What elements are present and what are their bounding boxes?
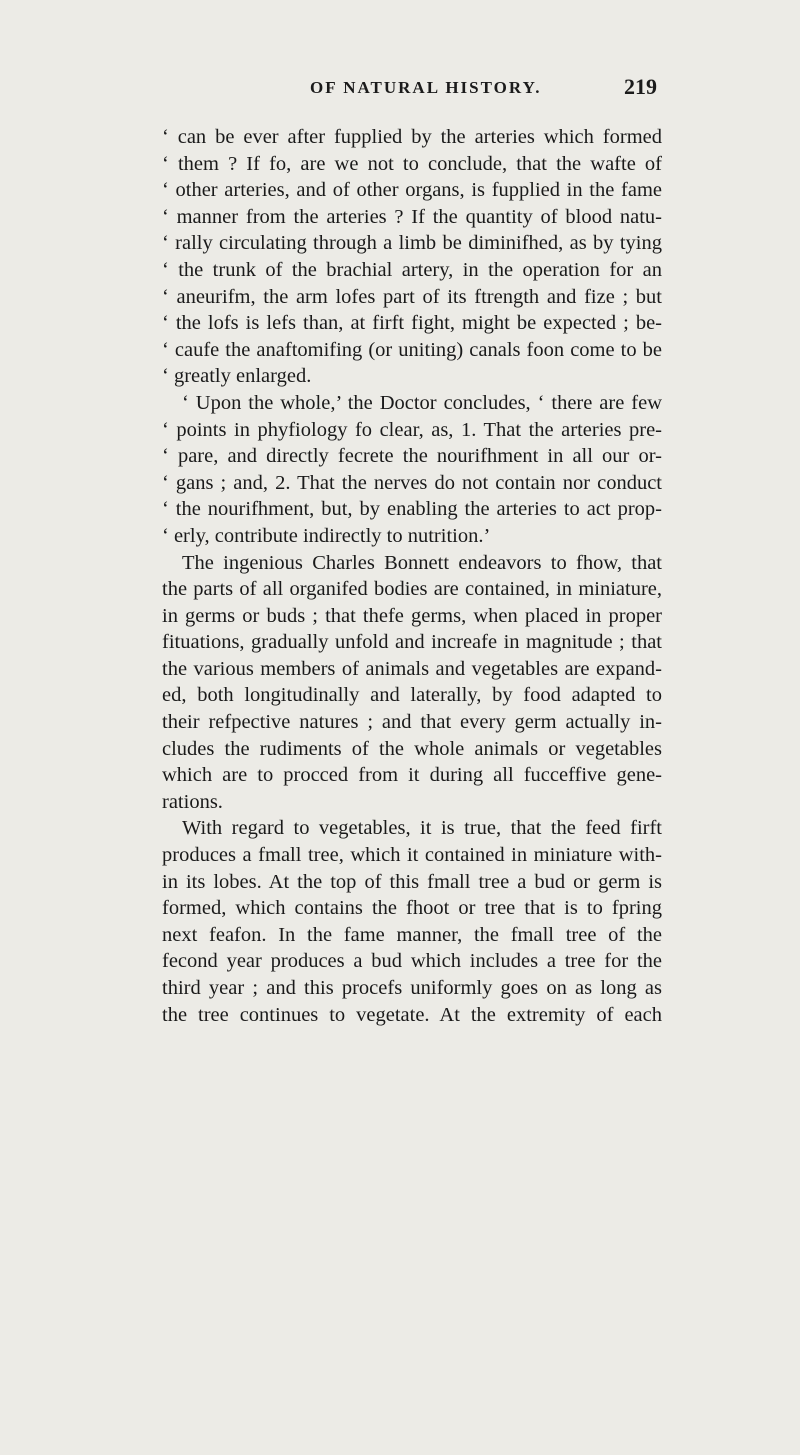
running-title: OF NATURAL HISTORY.: [310, 78, 542, 97]
text-line: ‘ the lofs is lefs than, at firft fight, might be expected ; be-: [162, 312, 662, 335]
text-line: ‘ the nourifhment, but, by enabling the arteries to act prop-: [162, 498, 662, 521]
text-line: ‘ Upon the whole,’ the Doctor concludes, ‘ there are few: [182, 391, 662, 414]
text-line: fituations, gradually unfold and increafe in magnitude ; that: [162, 631, 662, 654]
running-head: [0, 74, 800, 114]
text-line: ‘ aneurifm, the arm lofes part of its ftrength and fize ; but: [162, 285, 662, 308]
text-line: ‘ the trunk of the brachial artery, in the operation for an: [162, 258, 662, 281]
text-line: third year ; and this procefs uniformly goes on as long as: [162, 977, 662, 999]
text-line: ‘ pare, and directly fecrete the nourifhment in all our or-: [162, 445, 662, 468]
text-line: ‘ rally circulating through a limb be diminifhed, as by tying: [162, 232, 662, 255]
text-line: ‘ greatly enlarged.: [162, 365, 312, 388]
text-line: formed, which contains the fhoot or tree that is to fpring: [162, 897, 662, 920]
text-line: in its lobes. At the top of this fmall tree a bud or germ is: [162, 870, 662, 893]
text-line: which are to procced from it during all fucceffive gene-: [162, 764, 662, 787]
text-line: ‘ erly, contribute indirectly to nutrition.’: [162, 524, 491, 547]
text-line: their refpective natures ; and that every germ actually in-: [162, 711, 662, 734]
text-line: next feafon. In the fame manner, the fmall tree of the: [162, 923, 662, 946]
text-line: rations.: [162, 790, 223, 813]
text-line: ‘ caufe the anaftomifing (or uniting) canals foon come to be: [162, 338, 662, 361]
text-line: ‘ gans ; and, 2. That the nerves do not contain nor conduct: [162, 471, 662, 494]
text-line: With regard to vegetables, it is true, that the feed firft: [182, 817, 662, 840]
text-line: the various members of animals and vegetables are expand-: [162, 657, 662, 680]
text-line: ‘ manner from the arteries ? If the quantity of blood natu-: [162, 205, 662, 228]
text-line: ‘ points in phyfiology fo clear, as, 1. That the arteries pre-: [162, 418, 662, 441]
body-text: [162, 124, 662, 1028]
text-line: fecond year produces a bud which includes a tree for the: [162, 950, 662, 973]
page-number: 219: [624, 74, 657, 99]
text-line: produces a fmall tree, which it contained in miniature with-: [162, 844, 662, 867]
text-line: cludes the rudiments of the whole animals or vegetables: [162, 737, 662, 760]
text-line: ‘ other arteries, and of other organs, is fupplied in the fame: [162, 179, 662, 202]
text-line: in germs or buds ; that thefe germs, when placed in proper: [162, 604, 662, 627]
text-line: the parts of all organifed bodies are contained, in miniature,: [162, 578, 662, 601]
text-line: The ingenious Charles Bonnett endeavors to fhow, that: [182, 551, 662, 574]
text-line: the tree continues to vegetate. At the extremity of each: [162, 1003, 662, 1026]
text-line: ‘ can be ever after fupplied by the arteries which formed: [162, 126, 662, 148]
text-line: ‘ them ? If fo, are we not to conclude, that the wafte of: [162, 152, 662, 175]
text-line: ed, both longitudinally and laterally, by food adapted to: [162, 684, 662, 707]
